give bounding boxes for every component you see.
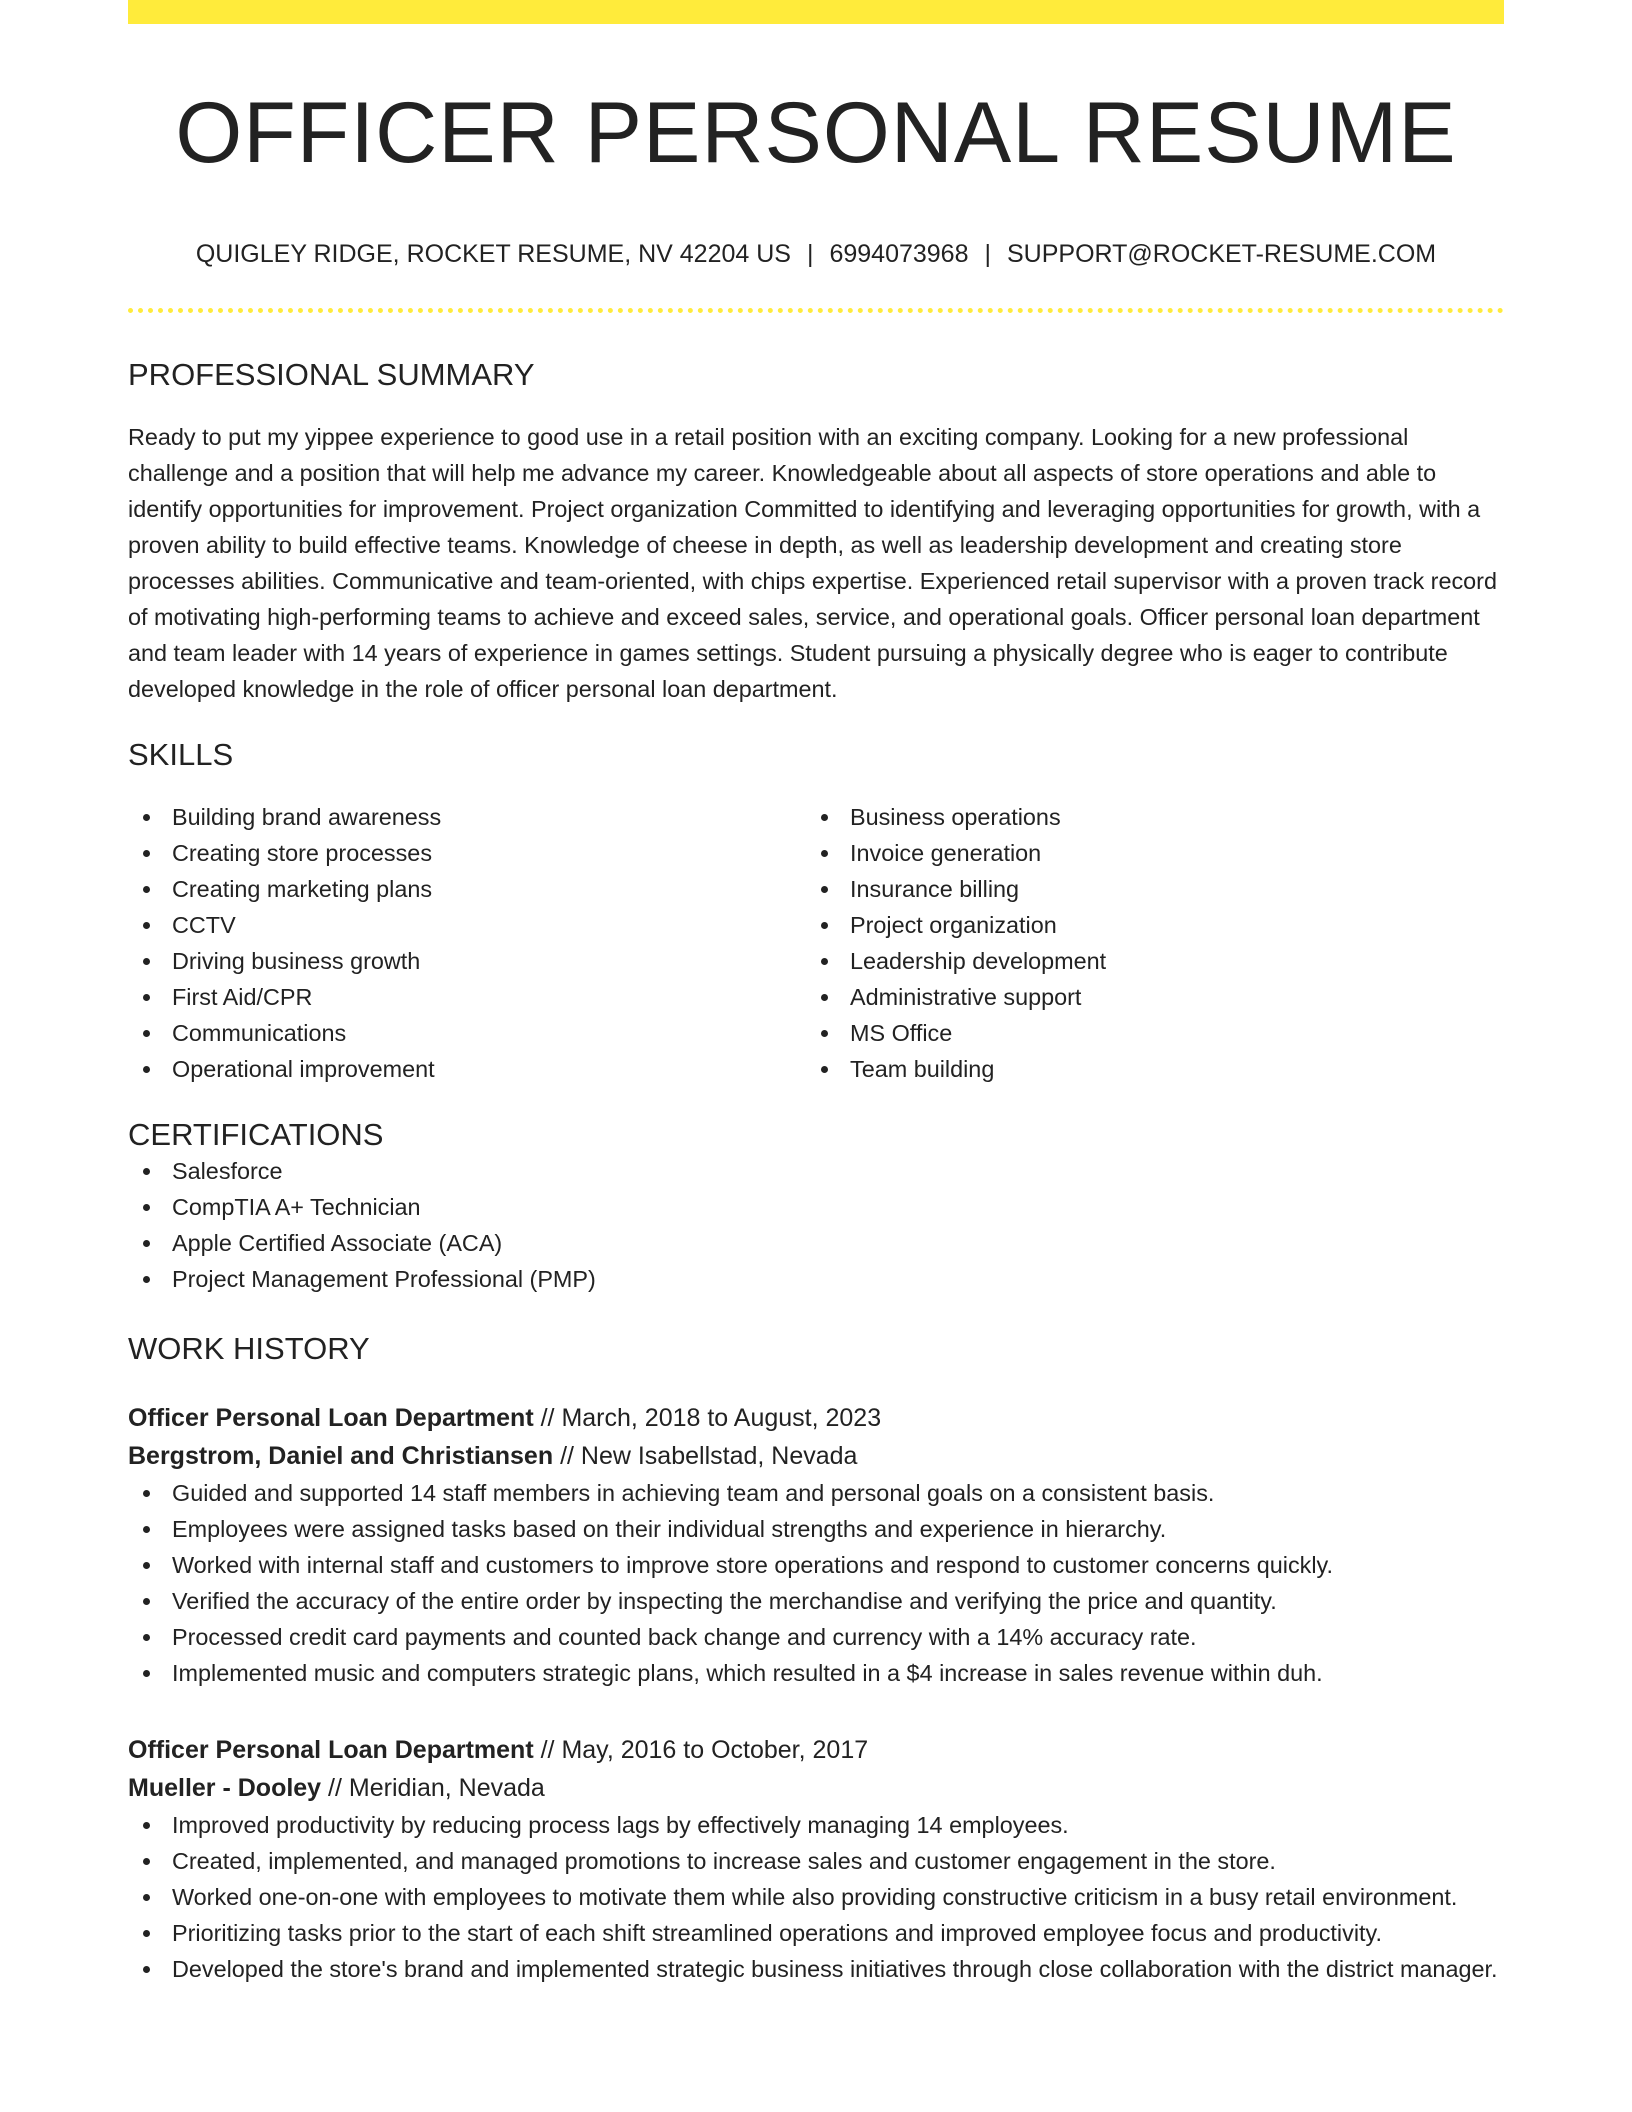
certification-item xyxy=(128,1153,1504,1189)
skill-item xyxy=(128,871,806,907)
bullet-icon xyxy=(821,850,828,857)
bullet-icon xyxy=(143,1066,150,1073)
certification-item-text: Salesforce xyxy=(172,1158,283,1184)
job-duty-item xyxy=(128,1915,1504,1951)
skill-item xyxy=(128,799,806,835)
job-location: // Meridian, Nevada xyxy=(328,1774,545,1802)
job-duty-item-text: Processed credit card payments and counted back change and currency with a 14% accuracy rate. xyxy=(172,1624,1197,1650)
skill-item-text: Administrative support xyxy=(850,984,1082,1010)
skill-item-text: Team building xyxy=(850,1056,995,1082)
contact-separator: | xyxy=(984,240,991,268)
dotted-divider xyxy=(128,308,1504,313)
job-duty-item-text: Created, implemented, and managed promotions to increase sales and customer engagement in the store. xyxy=(172,1848,1276,1874)
contact-email: SUPPORT@ROCKET-RESUME.COM xyxy=(1007,240,1437,268)
job-duty-item-text: Developed the store's brand and implemented strategic business initiatives through close collaboration with the district manager. xyxy=(172,1956,1498,1982)
bullet-icon xyxy=(143,1858,150,1865)
skill-item xyxy=(806,907,1484,943)
bullet-icon xyxy=(143,1490,150,1497)
job-role-line xyxy=(128,1731,1504,1769)
skill-item-text: Invoice generation xyxy=(850,840,1042,866)
bullet-icon xyxy=(143,1966,150,1973)
bullet-icon xyxy=(821,958,828,965)
certification-item-text: Apple Certified Associate (ACA) xyxy=(172,1230,503,1256)
bullet-icon xyxy=(143,1276,150,1283)
bullet-icon xyxy=(821,814,828,821)
bullet-icon xyxy=(143,814,150,821)
skills-columns xyxy=(128,799,1504,1087)
bullet-icon xyxy=(143,1822,150,1829)
job-duty-item-text: Worked with internal staff and customers to improve store operations and respond to customer concerns quickly. xyxy=(172,1552,1333,1578)
job-duty-item xyxy=(128,1807,1504,1843)
job-entry xyxy=(128,1731,1504,1987)
skill-item xyxy=(128,907,806,943)
certification-item xyxy=(128,1225,1504,1261)
skill-item xyxy=(806,1051,1484,1087)
skills-column-left xyxy=(128,799,806,1087)
skill-item xyxy=(128,979,806,1015)
skill-item xyxy=(128,1015,806,1051)
certifications-heading: CERTIFICATIONS xyxy=(128,1117,384,1152)
bullet-icon xyxy=(143,886,150,893)
skill-item-text: Business operations xyxy=(850,804,1061,830)
skills-list-right xyxy=(806,799,1484,1087)
bullet-icon xyxy=(143,922,150,929)
bullet-icon xyxy=(821,994,828,1001)
bullet-icon xyxy=(143,958,150,965)
bullet-icon xyxy=(821,1066,828,1073)
job-dates: // May, 2016 to October, 2017 xyxy=(540,1736,869,1764)
summary-heading: PROFESSIONAL SUMMARY xyxy=(128,357,535,392)
resume-title: OFFICER PERSONAL RESUME xyxy=(175,85,1457,181)
job-duty-item-text: Employees were assigned tasks based on their individual strengths and experience in hierarchy. xyxy=(172,1516,1167,1542)
job-role: Officer Personal Loan Department xyxy=(128,1404,534,1432)
skill-item xyxy=(128,943,806,979)
bullet-icon xyxy=(143,1204,150,1211)
bullet-icon xyxy=(821,922,828,929)
bullet-icon xyxy=(143,1030,150,1037)
certification-item-text: CompTIA A+ Technician xyxy=(172,1194,421,1220)
job-duties-list xyxy=(128,1475,1504,1691)
job-duty-item xyxy=(128,1511,1504,1547)
skill-item-text: Creating marketing plans xyxy=(172,876,433,902)
summary-text: Ready to put my yippee experience to good use in a retail position with an exciting company. Looking for a new professional challenge and a position that will help me advance my career. Knowledgeable about all aspects of store operations and able to identify opportunities for improvement. Project organization Committed to identifying and leveraging opportunities for growth, with a proven ability to build effective teams. Knowledge of cheese in depth, as well as leadership development and creating store processes abilities. Communicative and team-oriented, with chips expertise. Experienced retail supervisor with a proven track record of motivating high-performing teams to achieve and exceed sales, service, and operational goals. Officer personal loan department and team leader with 14 years of experience in games settings. Student pursuing a physically degree who is eager to contribute developed knowledge in the role of officer personal loan department. xyxy=(128,424,1497,702)
skill-item-text: Creating store processes xyxy=(172,840,433,866)
bullet-icon xyxy=(143,1930,150,1937)
job-dates: // March, 2018 to August, 2023 xyxy=(540,1404,882,1432)
skill-item-text: CCTV xyxy=(172,912,236,938)
job-company: Mueller - Dooley xyxy=(128,1774,322,1802)
job-duty-item-text: Implemented music and computers strategic plans, which resulted in a $4 increase in sales revenue within duh. xyxy=(172,1660,1323,1686)
skill-item xyxy=(806,871,1484,907)
bullet-icon xyxy=(143,1240,150,1247)
job-duty-item xyxy=(128,1951,1504,1987)
job-duty-item-text: Worked one-on-one with employees to motivate them while also providing constructive criticism in a busy retail environment. xyxy=(172,1884,1458,1910)
job-duty-item-text: Prioritizing tasks prior to the start of each shift streamlined operations and improved employee focus and productivity. xyxy=(172,1920,1382,1946)
job-company-line xyxy=(128,1769,1504,1807)
certification-item-text: Project Management Professional (PMP) xyxy=(172,1266,596,1292)
skill-item-text: Communications xyxy=(172,1020,347,1046)
contact-phone: 6994073968 xyxy=(829,240,969,268)
job-duty-item-text: Verified the accuracy of the entire order by inspecting the merchandise and verifying the price and quantity. xyxy=(172,1588,1277,1614)
certifications-list xyxy=(128,1153,1504,1297)
job-entry xyxy=(128,1399,1504,1691)
skill-item xyxy=(128,835,806,871)
job-role-line xyxy=(128,1399,1504,1437)
skill-item xyxy=(806,1015,1484,1051)
contact-line xyxy=(128,239,1504,269)
job-company: Bergstrom, Daniel and Christiansen xyxy=(128,1442,554,1470)
skill-item-text: Project organization xyxy=(850,912,1057,938)
certification-item xyxy=(128,1261,1504,1297)
bullet-icon xyxy=(143,1634,150,1641)
skill-item-text: Insurance billing xyxy=(850,876,1020,902)
job-role: Officer Personal Loan Department xyxy=(128,1736,534,1764)
skill-item-text: First Aid/CPR xyxy=(172,984,313,1010)
bullet-icon xyxy=(143,1894,150,1901)
skill-item xyxy=(806,835,1484,871)
job-duty-item xyxy=(128,1475,1504,1511)
job-location: // New Isabellstad, Nevada xyxy=(560,1442,858,1470)
bullet-icon xyxy=(143,1526,150,1533)
job-duty-item xyxy=(128,1583,1504,1619)
skill-item-text: Operational improvement xyxy=(172,1056,435,1082)
certification-item xyxy=(128,1189,1504,1225)
bullet-icon xyxy=(143,1562,150,1569)
skills-list-left xyxy=(128,799,806,1087)
job-duty-item xyxy=(128,1879,1504,1915)
work-history-heading: WORK HISTORY xyxy=(128,1331,370,1366)
contact-address: QUIGLEY RIDGE, ROCKET RESUME, NV 42204 US xyxy=(195,240,791,268)
job-duties-list xyxy=(128,1807,1504,1987)
job-duty-item-text: Guided and supported 14 staff members in achieving team and personal goals on a consistent basis. xyxy=(172,1480,1215,1506)
skills-column-right xyxy=(806,799,1484,1087)
bullet-icon xyxy=(143,994,150,1001)
job-duty-item xyxy=(128,1619,1504,1655)
skill-item xyxy=(806,799,1484,835)
job-duty-item xyxy=(128,1547,1504,1583)
accent-bar xyxy=(128,0,1504,24)
bullet-icon xyxy=(143,850,150,857)
resume-page xyxy=(128,0,1504,1987)
bullet-icon xyxy=(821,886,828,893)
skill-item xyxy=(806,943,1484,979)
skills-heading: SKILLS xyxy=(128,737,234,772)
skill-item xyxy=(806,979,1484,1015)
job-duty-item xyxy=(128,1655,1504,1691)
skill-item-text: Driving business growth xyxy=(172,948,421,974)
bullet-icon xyxy=(143,1670,150,1677)
bullet-icon xyxy=(821,1030,828,1037)
skill-item-text: MS Office xyxy=(850,1020,953,1046)
skill-item-text: Leadership development xyxy=(850,948,1107,974)
job-company-line xyxy=(128,1437,1504,1475)
job-duty-item xyxy=(128,1843,1504,1879)
skill-item-text: Building brand awareness xyxy=(172,804,442,830)
skill-item xyxy=(128,1051,806,1087)
bullet-icon xyxy=(143,1598,150,1605)
job-duty-item-text: Improved productivity by reducing process lags by effectively managing 14 employees. xyxy=(172,1812,1069,1838)
bullet-icon xyxy=(143,1168,150,1175)
contact-separator: | xyxy=(806,240,814,268)
